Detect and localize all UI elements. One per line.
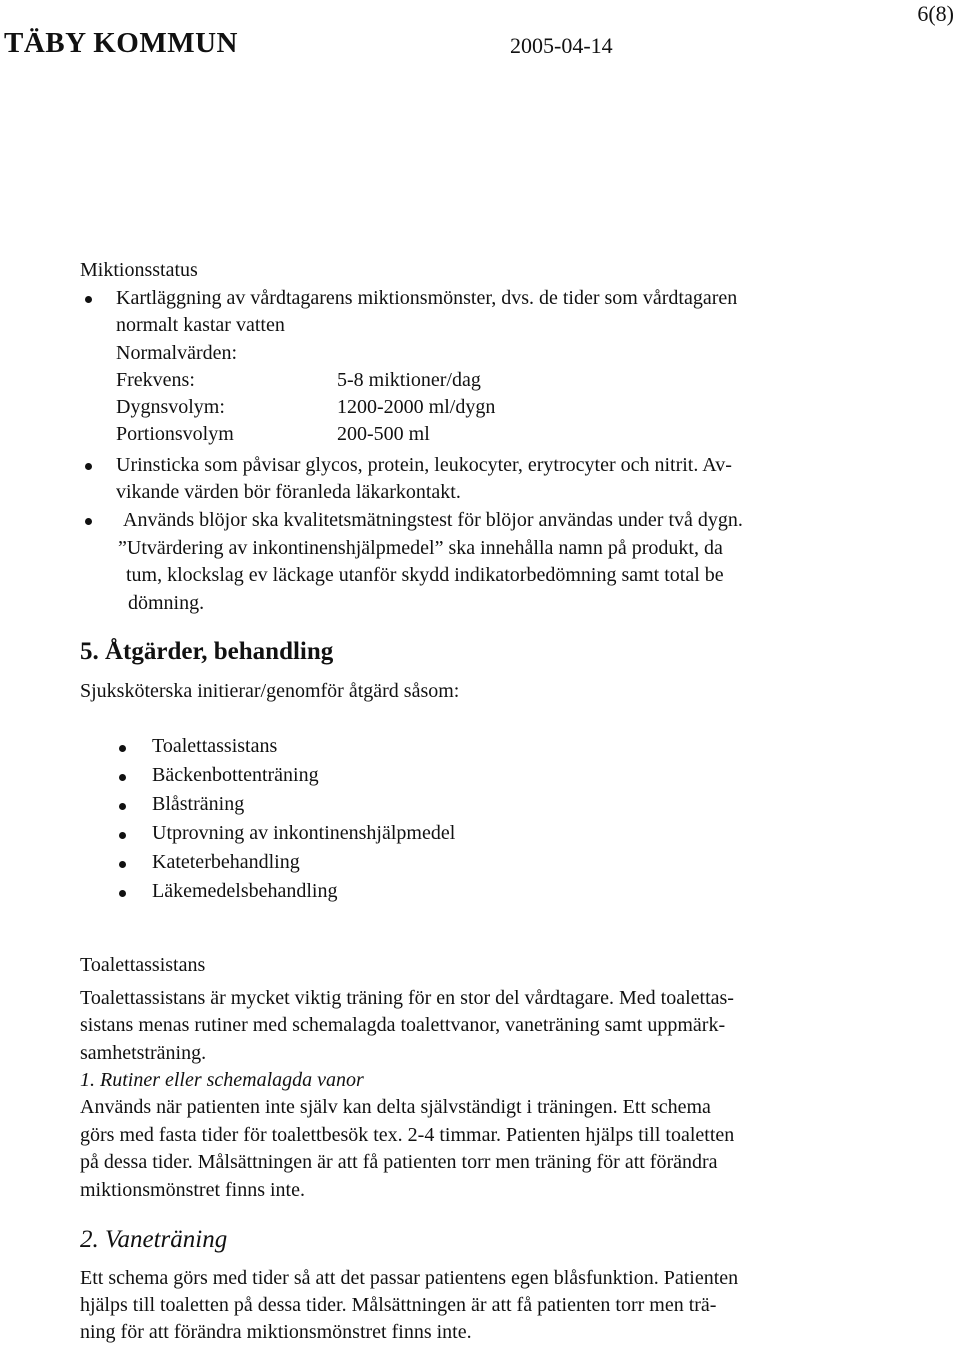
toalett-heading: Toalettassistans xyxy=(80,954,206,976)
miktion-bullet-2-line-1: Urinsticka som påvisar glycos, protein, leukocyter, erytrocyter och nitrit. Av- xyxy=(116,454,732,476)
toalett-para-2-line-3: på dessa tider. Målsättningen är att få patienten torr men träning för att förändra xyxy=(80,1151,718,1173)
toalett-para-1-line-1: Toalettassistans är mycket viktig träning för en stor del vårdtagare. Med toalettas- xyxy=(80,987,734,1009)
toalett-para-2-line-1: Används när patienten inte själv kan delta självständigt i träningen. Ett schema xyxy=(80,1096,711,1118)
page-number: 6(8) xyxy=(917,1,954,26)
normal-row-label: Frekvens: xyxy=(116,369,195,391)
miktion-bullet-3-line-1: Används blöjor ska kvalitetsmätningstest för blöjor användas under två dygn. xyxy=(123,509,743,531)
measure-item: Kateterbehandling xyxy=(152,851,300,873)
measure-item: Läkemedelsbehandling xyxy=(152,880,338,902)
bullet-icon xyxy=(119,861,126,868)
subheading-habit-training: 2. Vaneträning xyxy=(80,1226,228,1253)
measure-item: Bäckenbottenträning xyxy=(152,764,319,786)
measure-item: Blåsträning xyxy=(152,793,245,815)
miktion-bullet-2-line-2: vikande värden bör föranleda läkarkontakt. xyxy=(116,481,461,503)
miktion-bullet-3-line-2: ”Utvärdering av inkontinenshjälpmedel” ska innehålla namn på produkt, da xyxy=(118,537,723,559)
miktion-bullet-3-line-4: dömning. xyxy=(128,592,205,614)
miktion-bullet-1-line-1: Kartläggning av vårdtagarens miktionsmönster, dvs. de tider som vårdtagaren xyxy=(116,287,738,309)
bullet-icon xyxy=(85,296,92,303)
miktion-heading: Miktionsstatus xyxy=(80,259,198,281)
normal-row-value: 5-8 miktioner/dag xyxy=(337,369,481,391)
normal-row-value: 200-500 ml xyxy=(337,423,430,445)
bullet-icon xyxy=(119,745,126,752)
miktion-bullet-3-line-3: tum, klockslag ev läckage utanför skydd indikatorbedömning samt total be xyxy=(126,564,724,586)
normal-row-label: Portionsvolym xyxy=(116,423,234,445)
toalett-para-3-line-1: Ett schema görs med tider så att det passar patientens egen blåsfunktion. Patienten xyxy=(80,1267,739,1289)
normal-row-value: 1200-2000 ml/dygn xyxy=(337,396,496,418)
bullet-icon xyxy=(85,463,92,470)
document-date: 2005-04-14 xyxy=(510,33,613,58)
bullet-icon xyxy=(119,803,126,810)
normal-row-label: Dygnsvolym: xyxy=(116,396,225,418)
normal-values-label: Normalvärden: xyxy=(116,342,238,364)
toalett-para-2-line-4: miktionsmönstret finns inte. xyxy=(80,1179,305,1201)
bullet-icon xyxy=(119,832,126,839)
bullet-icon xyxy=(85,518,92,525)
organization-name: TÄBY KOMMUN xyxy=(4,27,238,59)
bullet-icon xyxy=(119,890,126,897)
bullet-icon xyxy=(119,774,126,781)
toalett-para-1-line-2: sistans menas rutiner med schemalagda toalettvanor, vaneträning samt uppmärk- xyxy=(80,1014,726,1036)
toalett-para-2-line-2: görs med fasta tider för toalettbesök tex. 2-4 timmar. Patienten hjälps till toaletten xyxy=(80,1124,735,1146)
toalett-para-3-line-3: ning för att förändra miktionsmönstret finns inte. xyxy=(80,1321,472,1343)
measure-item: Toalettassistans xyxy=(152,735,278,757)
subheading-routines: 1. Rutiner eller schemalagda vanor xyxy=(80,1069,364,1091)
toalett-para-3-line-2: hjälps till toaletten på dessa tider. Målsättningen är att få patienten torr men trä- xyxy=(80,1294,717,1316)
toalett-para-1-line-3: samhetsträning. xyxy=(80,1042,207,1064)
section-5-intro: Sjuksköterska initierar/genomför åtgärd såsom: xyxy=(80,680,460,702)
miktion-bullet-1-line-2: normalt kastar vatten xyxy=(116,314,285,336)
measure-item: Utprovning av inkontinenshjälpmedel xyxy=(152,822,456,844)
section-5-heading: 5. Åtgärder, behandling xyxy=(80,638,334,665)
